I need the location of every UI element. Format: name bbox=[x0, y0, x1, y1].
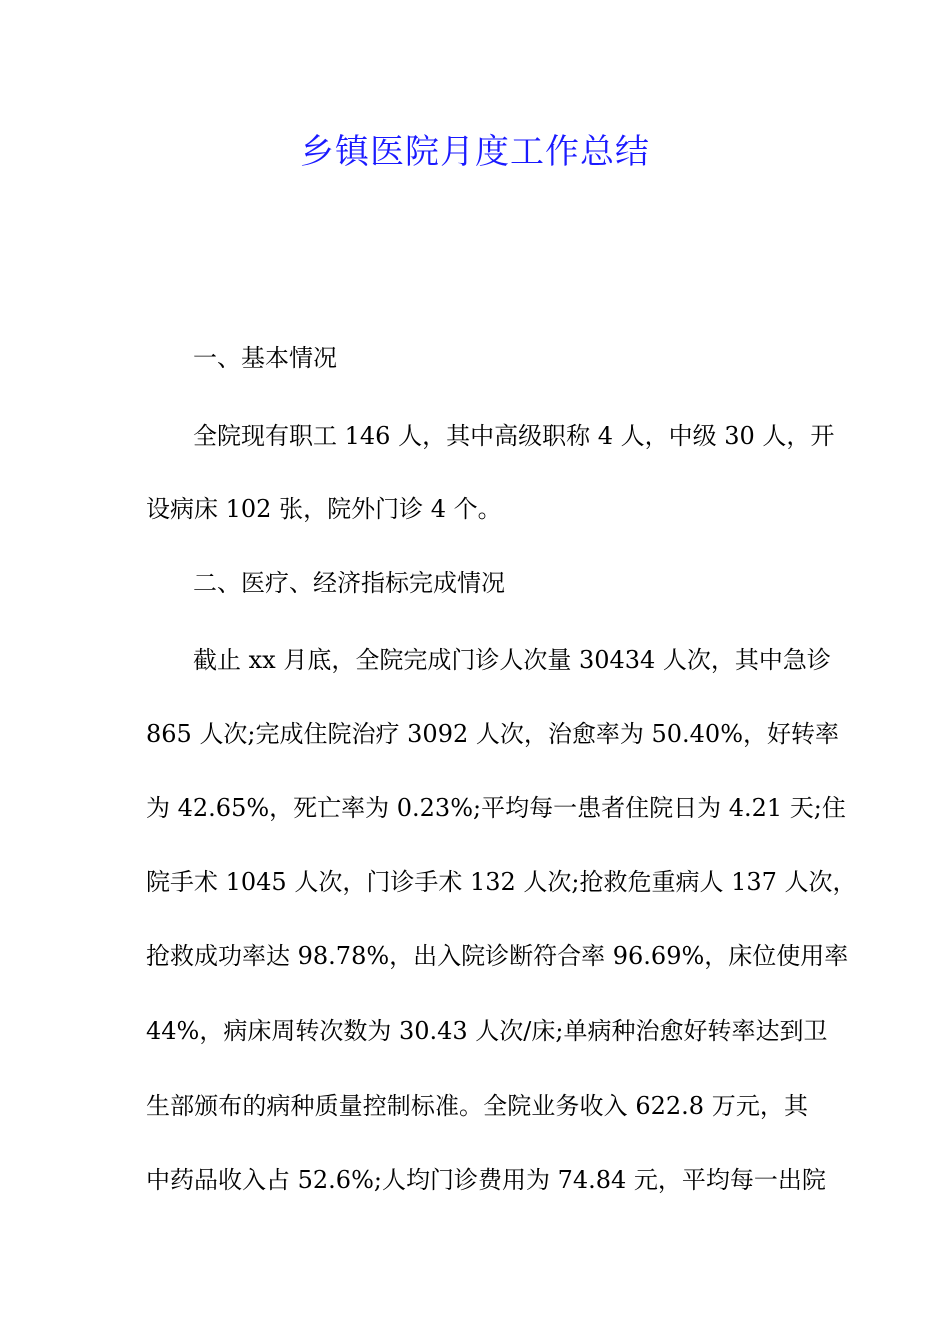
paragraph-line: 865 人次;完成住院治疗 3092 人次，治愈率为 50.40%，好转率 bbox=[146, 720, 839, 748]
paragraph-line: 抢救成功率达 98.78%，出入院诊断符合率 96.69%，床位使用率 bbox=[146, 942, 849, 970]
paragraph-line: 院手术 1045 人次，门诊手术 132 人次;抢救危重病人 137 人次， bbox=[146, 868, 857, 896]
paragraph-line: 中药品收入占 52.6%;人均门诊费用为 74.84 元，平均每一出院 bbox=[146, 1166, 826, 1194]
paragraph-line: 44%，病床周转次数为 30.43 人次/床;单病种治愈好转率达到卫 bbox=[146, 1017, 828, 1045]
paragraph-line: 全院现有职工 146 人，其中高级职称 4 人，中级 30 人，开 bbox=[193, 422, 835, 450]
section-heading-indicators: 二、医疗、经济指标完成情况 bbox=[193, 569, 505, 597]
paragraph-line: 设病床 102 张，院外门诊 4 个。 bbox=[146, 495, 502, 523]
document-title: 乡镇医院月度工作总结 bbox=[300, 132, 650, 172]
paragraph-line: 为 42.65%，死亡率为 0.23%;平均每一患者住院日为 4.21 天;住 bbox=[146, 794, 846, 822]
section-heading-basic-info: 一、基本情况 bbox=[193, 344, 337, 372]
paragraph-line: 生部颁布的病种质量控制标准。全院业务收入 622.8 万元，其 bbox=[146, 1092, 808, 1120]
paragraph-line: 截止 xx 月底，全院完成门诊人次量 30434 人次，其中急诊 bbox=[193, 646, 831, 674]
